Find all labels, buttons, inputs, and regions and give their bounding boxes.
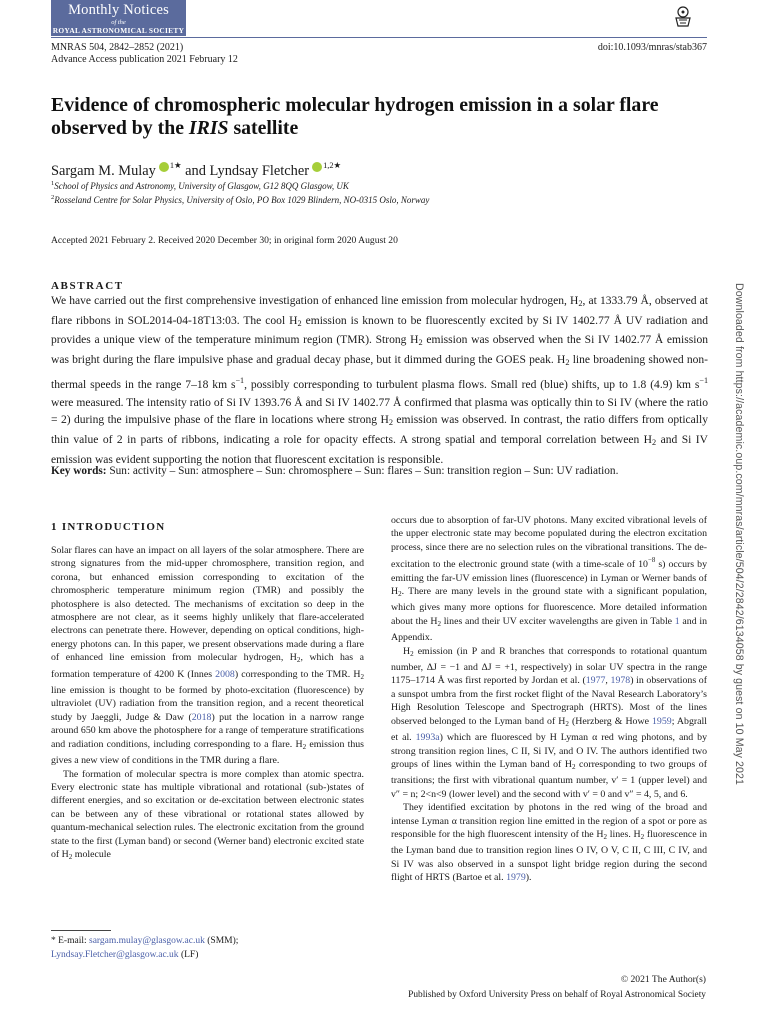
paragraph: They identified excitation by photons in the red wing of the broad and intense Lyman α transition region line emitted in the region of a spot or pore as responsible for the high fluorescent intensity of the $H_2$ lines. $H_2$ fluorescence in the Lyman band due to transition region lines O IV, O V, C II, C III, C IV, and Si IV was also observed in a sunspot light bridge region during the second flight of HRTS (Bartoe et al. 1979). xyxy=(391,802,707,884)
table-link[interactable]: 1 xyxy=(674,615,680,627)
authors: Sargam M. Mulay $^{1★}$ and Lyndsay Fletcher $^{1,2★}$ xyxy=(51,161,342,179)
affiliation-1: $^1$School of Physics and Astronomy, University of Glasgow, G12 8QQ Glasgow, UK xyxy=(51,180,349,191)
author-2: Lyndsay Fletcher xyxy=(209,163,310,179)
journal-name-of: of the xyxy=(111,19,126,26)
citation-link[interactable]: 1959 xyxy=(652,715,672,727)
email-link[interactable]: Lyndsay.Fletcher@glasgow.ac.uk xyxy=(51,950,179,960)
title-line-2: observed by the IRIS satellite xyxy=(51,117,299,139)
paragraph: occurs due to absorption of far-UV photons. Many excited vibrational levels of the upper electronic state may become populated during the electron excitation process, since there are no selection rules on the vibrational transitions. The de-excitation to the electronic ground state (with a time-scale of $10^{-8}$ s) occurs by emitting the far-UV emission lines (fluorescence) in Lyman or Werner bands of $H_2$. There are many levels in the ground state with a significant population, which gives many more options for fluorescence. More detailed information about the $H_2$ lines and their UV exciter wavelengths are given in Table 1 and in Appendix. xyxy=(391,515,707,644)
paragraph: The formation of molecular spectra is more complex than atomic spectra. Every electronic state has multiple vibrational and rotational (sub-)states of different energies, and so excitation or de-excitation between electronic states can be between any of these vibrational or rotational states allowed by quantum-mechanical selection rules. The electronic excitation from the ground state to the first (Lyman band) or second (Werner band) electronic excited state of $H_2$ molecule xyxy=(51,768,364,861)
citation-link[interactable]: 1993a xyxy=(415,732,440,744)
right-column xyxy=(391,514,707,885)
author-1: Sargam M. Mulay xyxy=(51,163,156,179)
citation-link[interactable]: 2008 xyxy=(215,668,235,680)
citation-link[interactable]: 2018 xyxy=(191,711,212,723)
citation-link[interactable]: 1978 xyxy=(610,675,631,687)
citation-link[interactable]: 1977 xyxy=(585,675,606,687)
ras-crest-icon xyxy=(671,4,695,30)
journal-banner xyxy=(51,0,186,36)
footnote-rule xyxy=(51,930,111,931)
publisher-note: Published by Oxford University Press on behalf of Royal Astronomical Society xyxy=(408,990,706,1000)
orcid-icon[interactable] xyxy=(159,162,169,172)
journal-name: Monthly Notices xyxy=(68,2,169,18)
abstract-heading: ABSTRACT xyxy=(51,280,124,292)
title-line-1: Evidence of chromospheric molecular hydrogen emission in a solar flare xyxy=(51,94,659,116)
footnote: * E-mail: sargam.mulay@glasgow.ac.uk (SMM); Lyndsay.Fletcher@glasgow.ac.uk (LF) xyxy=(51,936,239,960)
doi[interactable]: doi:10.1093/mnras/stab367 xyxy=(597,42,707,53)
citation-link[interactable]: 1979 xyxy=(506,872,526,884)
journal-ref: MNRAS 504, 2842–2852 (2021) xyxy=(51,42,184,53)
left-column xyxy=(51,544,364,864)
access-date: Advance Access publication 2021 February 12 xyxy=(51,54,238,65)
header-rule xyxy=(51,37,707,38)
paragraph: Solar flares can have an impact on all layers of the solar atmosphere. There are strong signatures from the mid-upper chromosphere, transition region, and corona, but enhanced emission corresponding to excitation of the chromospheric temperature minimum region (TMR) and possibly the photosphere is also detected. The mechanisms of excitation so deep in the atmosphere are not clear, as it seems highly unlikely that flare-accelerated electrons can penetrate there. However, depending on optical conditions, high-energy photons can. In this paper, we present observations made during a flare of enhanced line emission from molecular hydrogen, $H_2$, which has a formation temperature of 4200 K (Innes 2008) corresponding to the TMR. $H_2$ line emission is thought to be formed by photo-excitation (fluorescence) by ultraviolet (UV) radiation from the transition region, and a recent theoretical study by Jaeggli, Judge & Daw (2018) put the location in a narrow range around 650 km above the photosphere for a range of temperature stratifications and radiation conditions, including corresponding to a flare. $H_2$ emission thus gives a new view of conditions in the TMR during a flare. xyxy=(51,545,365,767)
section-heading: 1 INTRODUCTION xyxy=(51,521,166,533)
abstract-text: We have carried out the first comprehensive investigation of enhanced line emission from molecular hydrogen, $H_2$, at 1333.79 Å, observed at flare ribbons in SOL2014-04-18T13:03. The cool $H_2$ emission is known to be fluorescently excited by Si IV 1402.77 Å UV radiation and provides a unique view of the temperature minimum region (TMR). Strong $H_2$ emission was observed when the Si IV 1402.77 Å emission was bright during the flare impulsive phase and gradual decay phase, but it dimmed during the GOES peak. $H_2$ line broadening showed non-thermal speeds in the range 7–18 km $s^{-1}$, possibly corresponding to turbulent plasma flows. Small red (blue) shifts, up to 1.8 (4.9) km $s^{-1}$ were measured. The intensity ratio of Si IV 1393.76 Å and Si IV 1402.77 Å confirmed that plasma was optically thin to Si IV (where the ratio = 2) during the impulsive phase of the flare in locations where strong $H_2$ emission was observed. In contrast, the ratio differs from optically thin value of 2 in parts of ribbons, indicating a role for opacity effects. A strong spatial and temporal correlation between $H_2$ and Si IV emission was evident supporting the notion that fluorescent excitation is responsible. xyxy=(51,295,709,466)
download-note[interactable]: Downloaded from https://academic.oup.com/mnras/article/504/2/2842/6134058 by guest on 10 May 2021 xyxy=(733,283,745,786)
received-dates: Accepted 2021 February 2. Received 2020 December 30; in original form 2020 August 20 xyxy=(51,235,398,246)
page-title xyxy=(51,94,711,140)
journal-society: ROYAL ASTRONOMICAL SOCIETY xyxy=(52,26,185,35)
email-link[interactable]: sargam.mulay@glasgow.ac.uk xyxy=(89,936,205,946)
keywords: Key words: Sun: activity – Sun: atmosphere – Sun: chromosphere – Sun: flares – Sun: transition region – Sun: UV radiation. xyxy=(51,465,619,477)
affiliation-2: $^2$Rosseland Centre for Solar Physics, University of Oslo, PO Box 1029 Blindern, NO-0315 Oslo, Norway xyxy=(51,194,430,205)
paragraph: $H_2$ emission (in P and R branches that corresponds to rotational quantum number, ΔJ = −1 and ΔJ = +1, respectively) in solar UV spectra in the range 1175–1714 Å was first reported by Jordan et al. (1977, 1978) in observations of a sunspot umbra from the first rocket flight of the Naval Research Laboratory’s High Resolution Telescope and Spectrograph (HRTS). Most of the lines observed belonged to the Lyman band of $H_2$ (Herzberg & Howe 1959; Abgrall et al. 1993a) which are fluoresced by H Lyman α red wing photons, and by strong transition region lines, C II, Si IV, and O IV. The authors identified two groups of lines within the Lyman band of $H_2$ corresponding to two groups of transitions; the first with vibrational quantum number, v′ = 1 (upper level) and v″ = n; 2<n<9 (lower level) and the second with v′ = 0 and v″ = 4, 5, and 6. xyxy=(391,645,708,800)
copyright: © 2021 The Author(s) xyxy=(620,974,706,985)
orcid-icon[interactable] xyxy=(312,162,322,172)
